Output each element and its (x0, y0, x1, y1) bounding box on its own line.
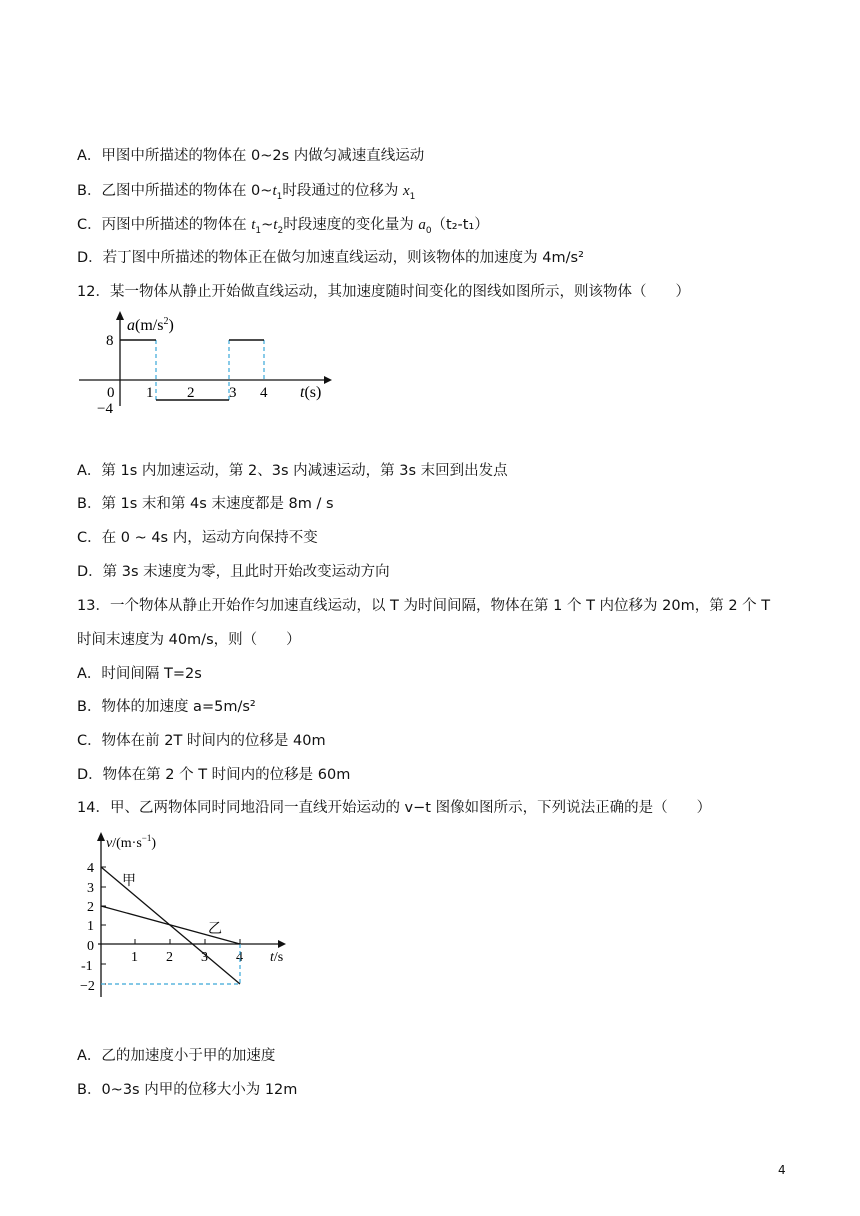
q12-x-tick-0: 0 (107, 385, 115, 401)
q12-option-b: B．第 1s 末和第 4s 末速度都是 8m / s (77, 496, 334, 512)
q14-y-axis-label: $v/(m\cdot s^{-1})$ (106, 833, 157, 851)
q14-y-tick-neg1: -1 (81, 959, 93, 974)
q12-y-tick-neg4: −4 (97, 401, 113, 417)
q12-acceleration-graph (74, 308, 344, 428)
q12-stem: 12．某一物体从静止开始做直线运动，其加速度随时间变化的图线如图所示，则该物体（ ） (77, 284, 690, 300)
q14-x-tick-3: 3 (201, 950, 208, 965)
q12-x-tick-4: 4 (260, 385, 268, 401)
q13-option-c: C．物体在前 2T 时间内的位移是 40m (77, 733, 326, 749)
q11-option-c: C．丙图中所描述的物体在 $t_1\sim t_2$时段速度的变化量为 $a_0(t_2-t_1)$ (77, 217, 489, 236)
q13-option-a: A．时间间隔 T=2s (77, 666, 202, 682)
q14-x-arrow (278, 940, 286, 948)
q14-y-tick-2: 2 (87, 900, 94, 915)
q14-x-tick-1: 1 (131, 950, 138, 965)
q12-option-c: C．在 0 ~ 4s 内，运动方向保持不变 (77, 530, 318, 546)
q14-y-tick-4: 4 (87, 861, 94, 876)
q13-stem-line1: 13．一个物体从静止开始作匀加速直线运动，以 T 为时间间隔，物体在第 1 个 T 内位移为 20m，第 2 个 T (77, 598, 771, 614)
q13-option-b: B．物体的加速度 a=5m/s² (77, 699, 256, 715)
q14-x-tick-2: 2 (166, 950, 173, 965)
q12-x-tick-3: 3 (229, 385, 237, 401)
page-number: 4 (778, 1163, 786, 1177)
q13-option-d: D．物体在第 2 个 T 时间内的位移是 60m (77, 767, 351, 783)
q14-x-tick-4: 4 (236, 950, 243, 965)
q12-x-tick-1: 1 (146, 385, 154, 401)
q12-x-axis-label: t(s) (300, 384, 322, 401)
q12-x-tick-2: 2 (187, 385, 195, 401)
q14-option-b: B．0~3s 内甲的位移大小为 12m (77, 1082, 298, 1098)
q14-stem: 14．甲、乙两物体同时同地沿同一直线开始运动的 v−t 图像如图所示，下列说法正确的是（ ） (77, 800, 712, 816)
q14-y-tick-0: 0 (87, 939, 94, 954)
q14-x-axis-label: t/s (270, 950, 284, 965)
q14-option-a: A．乙的加速度小于甲的加速度 (77, 1048, 276, 1064)
q14-series-label-yi: 乙 (208, 921, 222, 937)
q14-y-tick-neg2: −2 (80, 979, 95, 994)
q12-y-tick-8: 8 (106, 333, 114, 349)
q11-option-d: D．若丁图中所描述的物体正在做匀加速直线运动，则该物体的加速度为 4m/s² (77, 250, 584, 266)
q14-series-label-jia: 甲 (122, 873, 136, 889)
q12-option-a: A．第 1s 内加速运动，第 2、3s 内减速运动，第 3s 末回到出发点 (77, 463, 508, 479)
q12-option-d: D．第 3s 末速度为零，且此时开始改变运动方向 (77, 564, 390, 580)
q14-y-arrow (97, 832, 105, 841)
q11-option-a: A．甲图中所描述的物体在 0~2s 内做匀减速直线运动 (77, 148, 425, 164)
q14-velocity-graph (78, 825, 298, 1005)
q12-y-arrow (116, 311, 124, 320)
q13-stem-line2: 时间末速度为 40m/s，则（ ） (77, 632, 301, 648)
q14-y-tick-1: 1 (87, 919, 94, 934)
q12-x-arrow (324, 376, 332, 384)
q12-y-axis-label: $a(m/s^2)$ (127, 316, 174, 334)
q14-y-tick-3: 3 (87, 881, 94, 896)
q11-option-b: B．乙图中所描述的物体在 $0\sim t_1$时段通过的位移为 $x_1$ (77, 183, 416, 202)
